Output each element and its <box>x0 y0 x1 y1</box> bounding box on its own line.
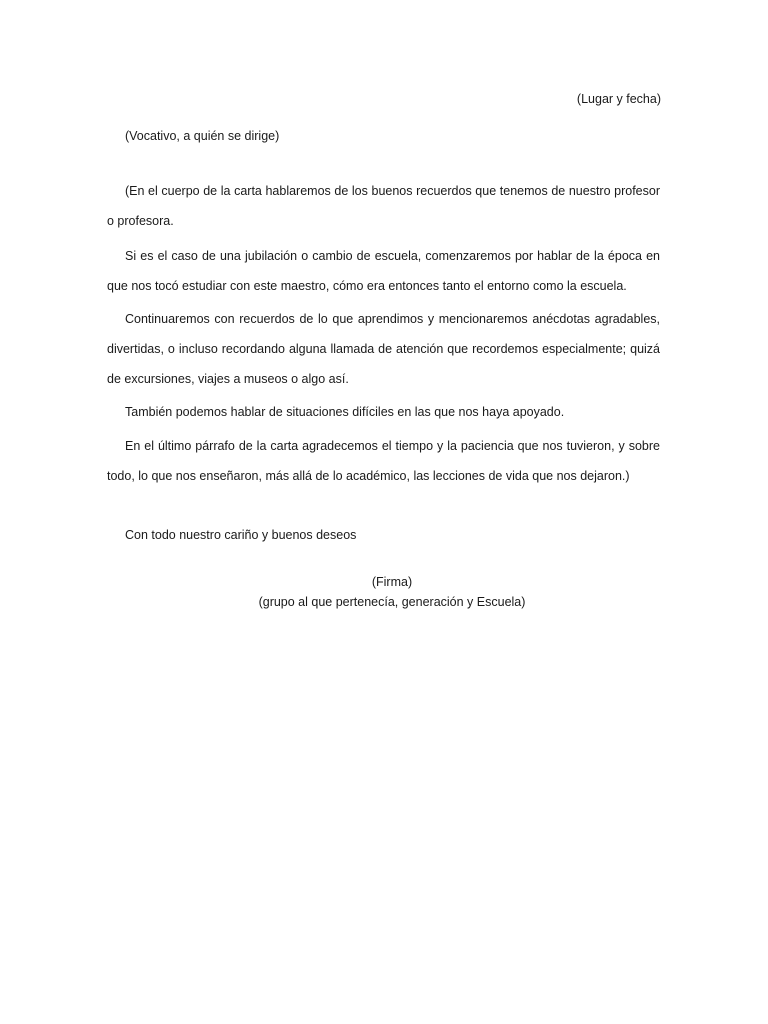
body-paragraph-2: Si es el caso de una jubilación o cambio de escuela, comenzaremos por hablar de la época en que nos tocó estudiar con este maestro, cómo era entonces tanto el entorno como la escuela. <box>107 249 660 293</box>
vocative-greeting: (Vocativo, a quién se dirige) <box>125 129 280 143</box>
closing-line: Con todo nuestro cariño y buenos deseos <box>125 528 357 542</box>
place-date: (Lugar y fecha) <box>576 92 661 106</box>
body-paragraph-3: Continuaremos con recuerdos de lo que aprendimos y mencionaremos anécdotas agradables, divertidas, o incluso recordando alguna llamada de atención que recordemos especialmente; quizá de excursiones, viajes a museos o algo así. <box>107 312 660 386</box>
group-line: (grupo al que pertenecía, generación y Escuela) <box>258 595 526 609</box>
signature: (Firma) <box>371 575 413 589</box>
body-paragraph-5: En el último párrafo de la carta agradecemos el tiempo y la paciencia que nos tuvieron, y sobre todo, lo que nos enseñaron, más allá de lo académico, las lecciones de vida que nos dejaron.) <box>107 439 660 483</box>
body-paragraph-4: También podemos hablar de situaciones difíciles en las que nos haya apoyado. <box>125 405 565 419</box>
body-paragraph-1: (En el cuerpo de la carta hablaremos de los buenos recuerdos que tenemos de nuestro profesor o profesora. <box>107 184 660 228</box>
signature-block <box>107 572 677 612</box>
